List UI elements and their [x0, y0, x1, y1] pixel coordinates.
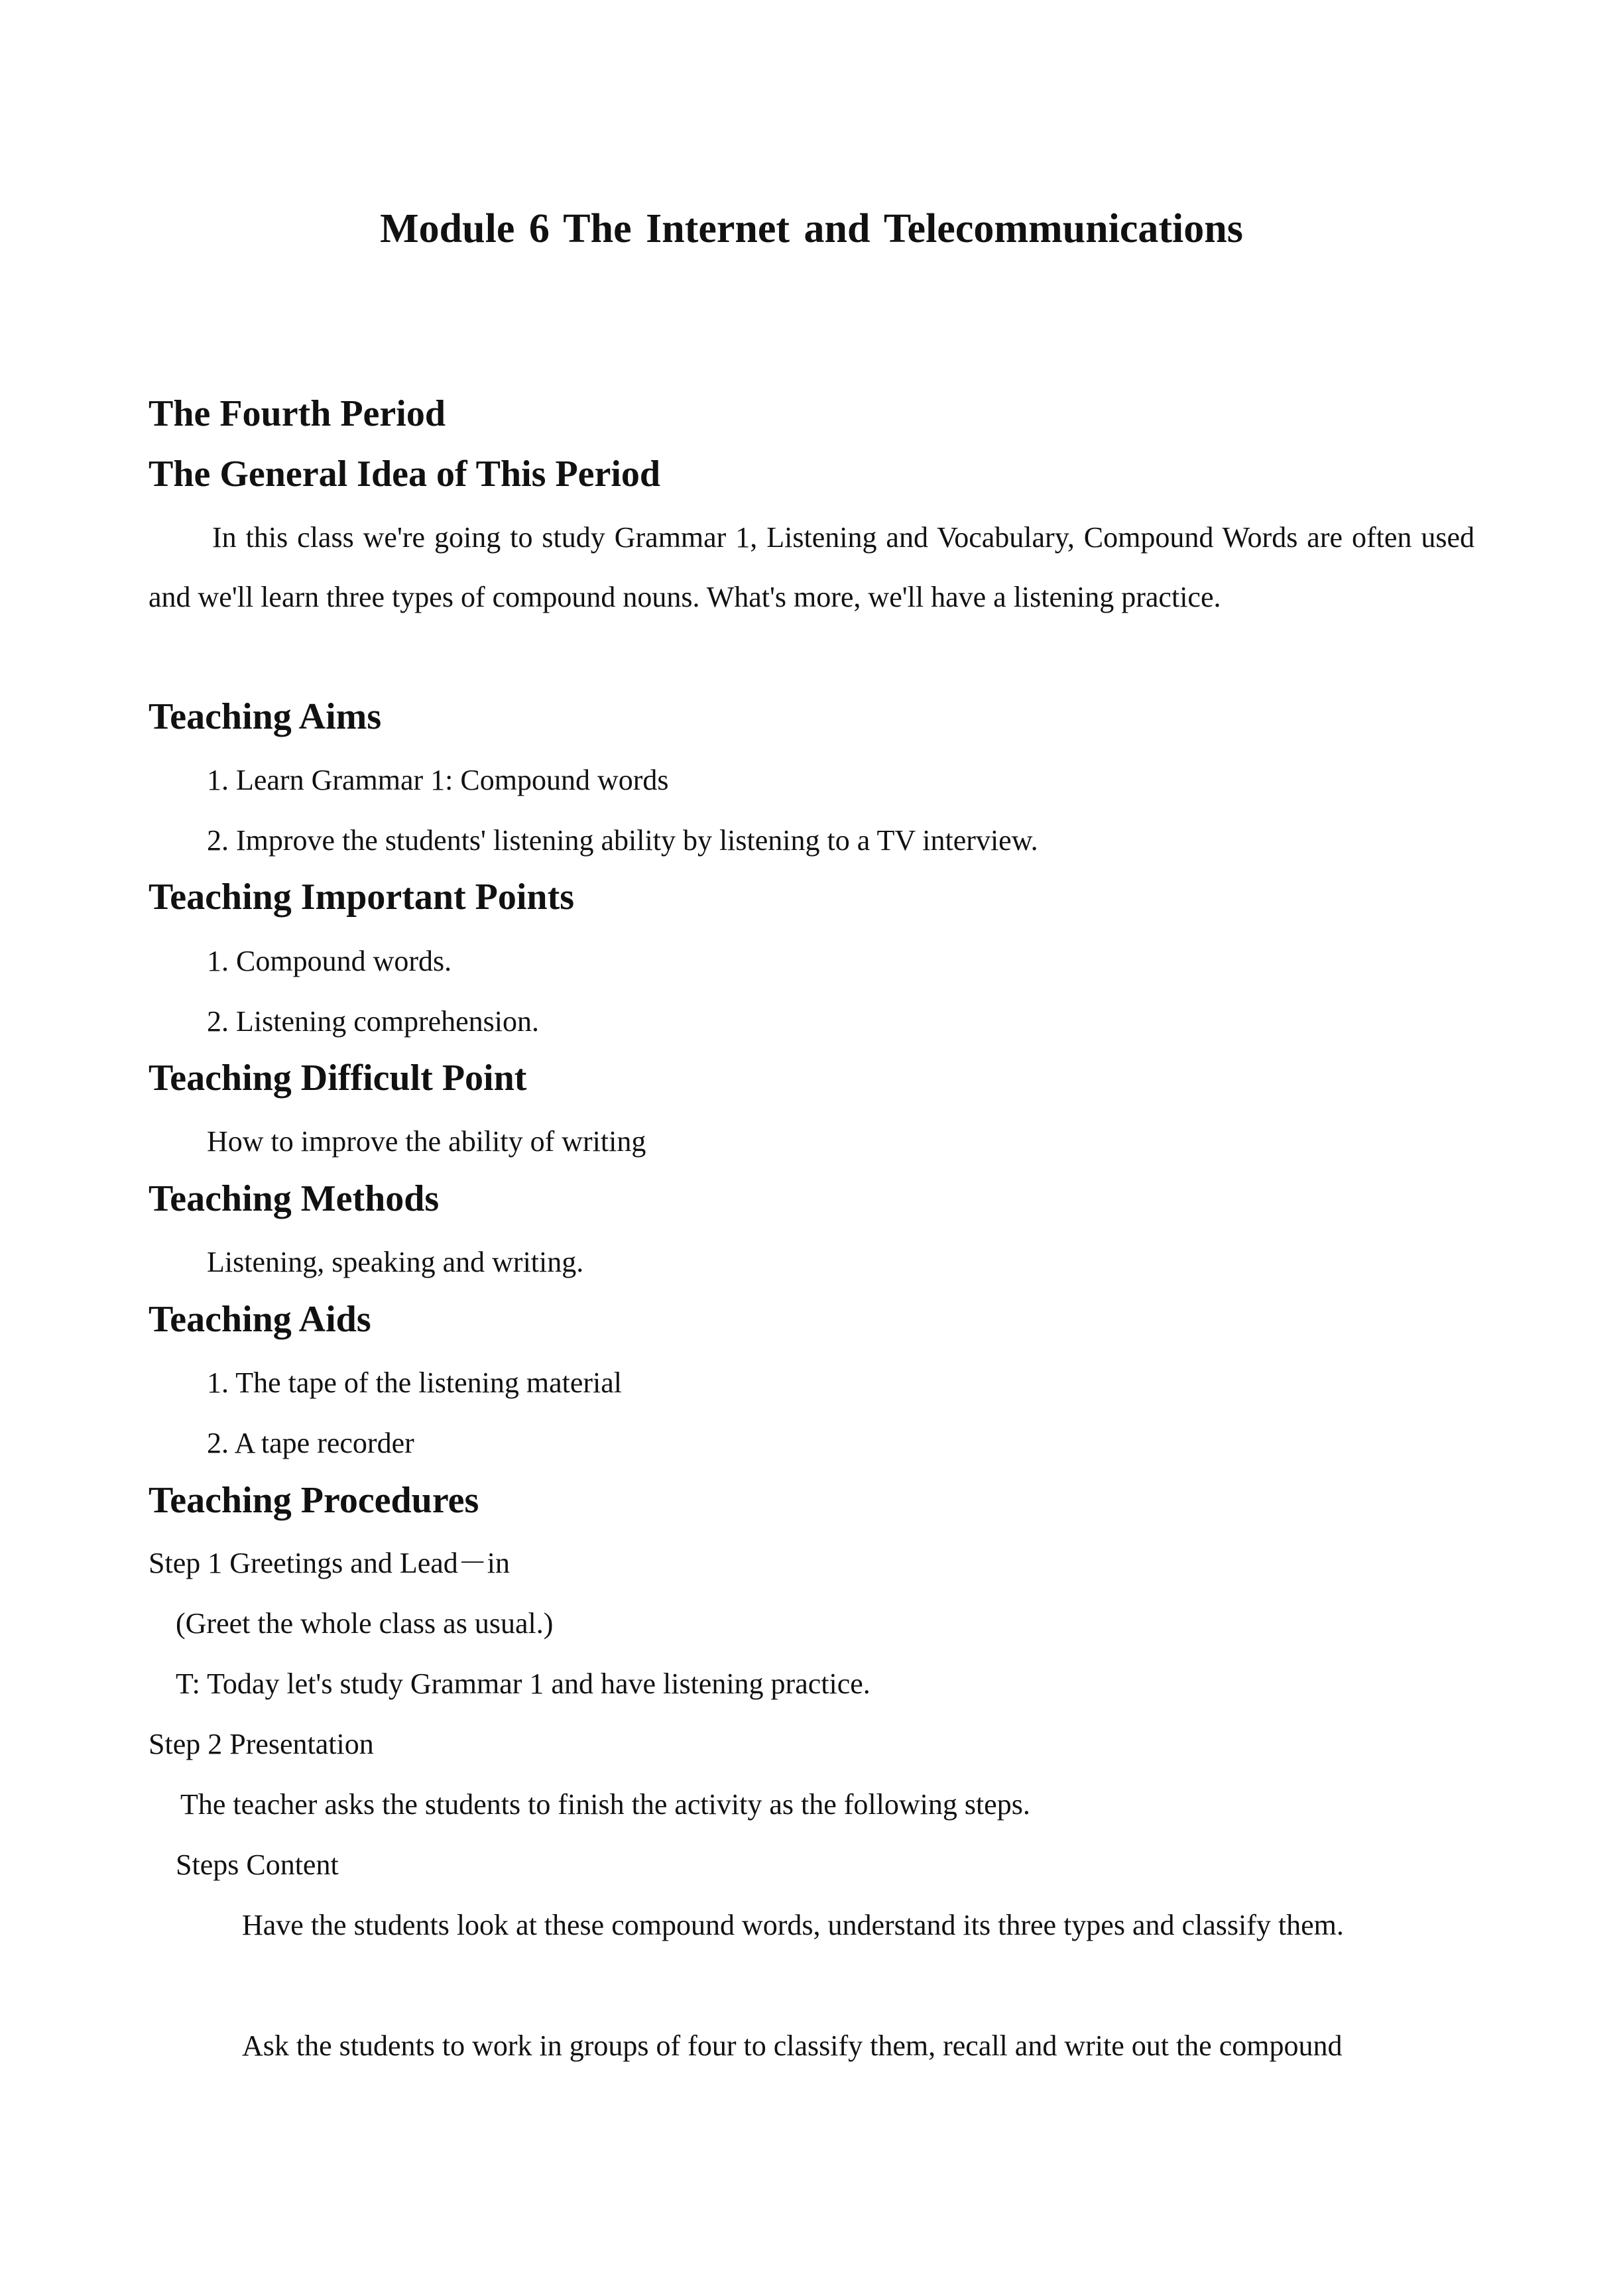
step2-intro: The teacher asks the students to finish the activity as the following steps.: [180, 1788, 1030, 1821]
aids-heading: Teaching Aids: [149, 1299, 371, 1340]
step1-line-1: (Greet the whole class as usual.): [176, 1607, 554, 1640]
important-points-heading: Teaching Important Points: [149, 876, 575, 918]
step2-content-2: Ask the students to work in groups of four to classify them, recall and write out the compound: [242, 2029, 1343, 2062]
step2-label: Step 2 Presentation: [149, 1728, 374, 1760]
methods-text: Listening, speaking and writing.: [207, 1246, 584, 1278]
important-point-1: 1. Compound words.: [207, 945, 452, 977]
procedures-heading: Teaching Procedures: [149, 1480, 479, 1521]
step2-table-header: Steps Content: [176, 1848, 339, 1881]
step2-content-1-text: Have the students look at these compound words, understand its three types and classify them.: [242, 1909, 1344, 1941]
aims-item-2: 2. Improve the students' listening ability by listening to a TV interview.: [207, 824, 1038, 857]
aims-item-1: 1. Learn Grammar 1: Compound words: [207, 764, 669, 796]
aids-item-1: 1. The tape of the listening material: [207, 1366, 622, 1399]
general-idea-heading: The General Idea of This Period: [149, 453, 661, 495]
period-heading: The Fourth Period: [149, 393, 446, 434]
general-idea-text: In this class we're going to study Grammar 1, Listening and Vocabulary, Compound Words are often used and we'll learn three types of compound nouns. What's more, we'll have a listening practice.: [149, 521, 1474, 613]
step2-content-1: [176, 1896, 1474, 1955]
aids-item-2: 2. A tape recorder: [207, 1427, 414, 1459]
methods-heading: Teaching Methods: [149, 1178, 440, 1219]
difficult-point-heading: Teaching Difficult Point: [149, 1057, 527, 1099]
step1-label: Step 1 Greetings and Lead－in: [149, 1547, 510, 1579]
step1-line-2: T: Today let's study Grammar 1 and have listening practice.: [176, 1667, 871, 1700]
difficult-point-text: How to improve the ability of writing: [207, 1125, 646, 1158]
aims-heading: Teaching Aims: [149, 696, 382, 737]
important-point-2: 2. Listening comprehension.: [207, 1005, 540, 1038]
general-idea-paragraph: [149, 508, 1474, 627]
document-title: Module 6 The Internet and Telecommunications: [380, 206, 1243, 251]
